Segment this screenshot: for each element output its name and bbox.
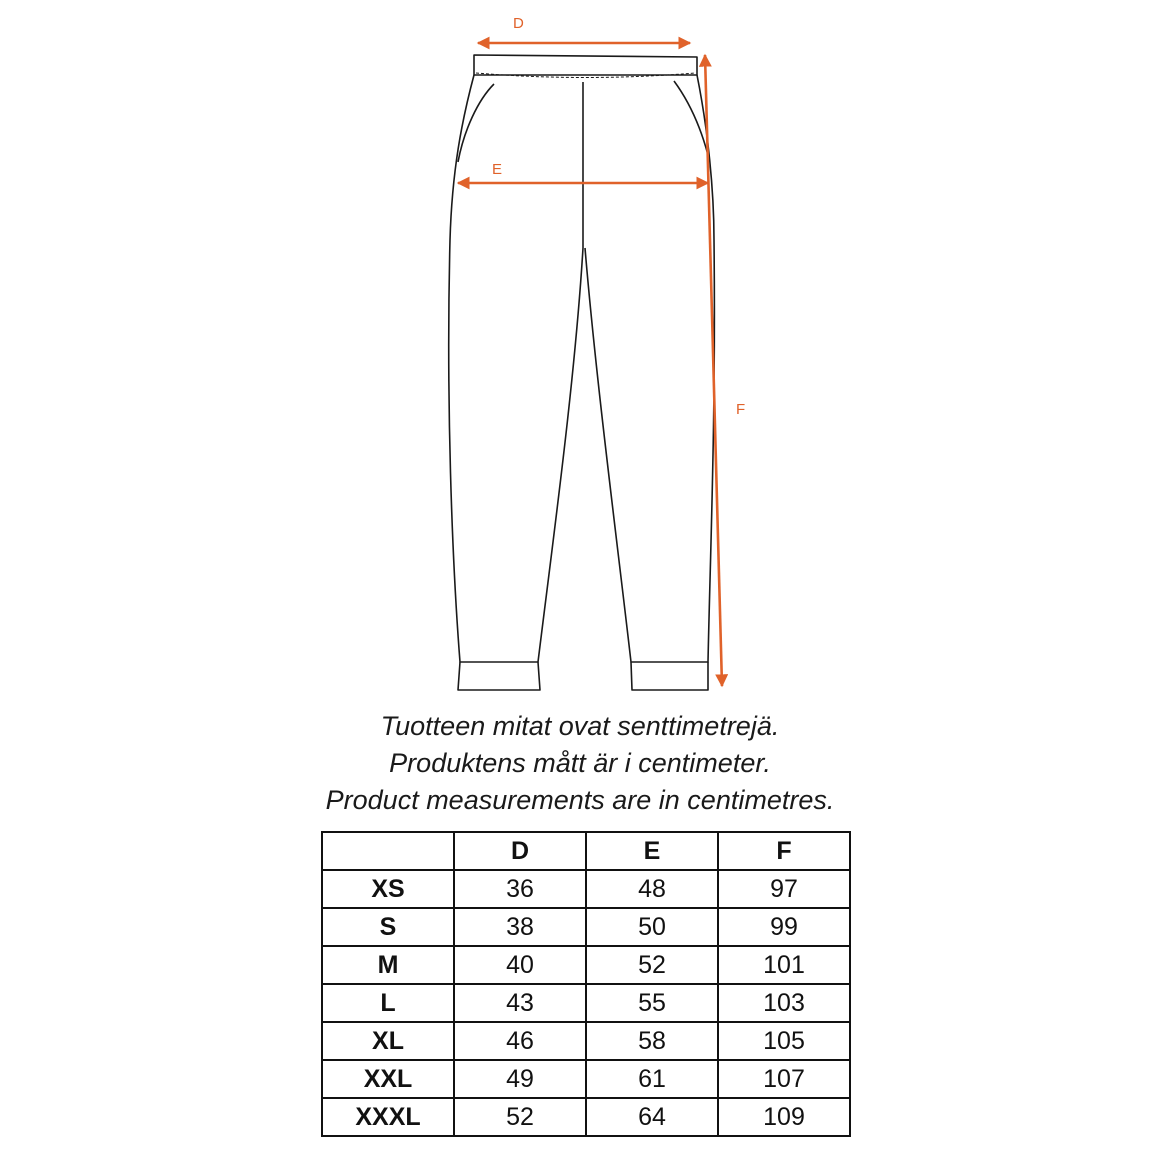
table-cell: 101 [718, 946, 850, 984]
size-label: XXXL [322, 1098, 454, 1136]
table-cell: 48 [586, 870, 718, 908]
right-leg [585, 75, 714, 662]
column-header-e: E [586, 832, 718, 870]
size-chart-table [321, 831, 851, 1137]
table-row [322, 984, 850, 1022]
table-cell: 64 [586, 1098, 718, 1136]
size-label: S [322, 908, 454, 946]
hip-dimension-label: E [492, 161, 503, 178]
table-cell: 58 [586, 1022, 718, 1060]
size-label: XS [322, 870, 454, 908]
table-cell: 43 [454, 984, 586, 1022]
table-cell: 55 [586, 984, 718, 1022]
table-cell: 49 [454, 1060, 586, 1098]
column-header-f: F [718, 832, 850, 870]
table-row [322, 1022, 850, 1060]
table-cell: 107 [718, 1060, 850, 1098]
caption-swedish: Produktens mått är i centimeter. [389, 748, 771, 778]
table-cell: 109 [718, 1098, 850, 1136]
left-cuff [458, 662, 540, 690]
units-caption [0, 708, 1160, 819]
table-cell: 46 [454, 1022, 586, 1060]
table-corner-cell [322, 832, 454, 870]
size-label: XL [322, 1022, 454, 1060]
size-label: XXL [322, 1060, 454, 1098]
table-row [322, 1060, 850, 1098]
column-header-d: D [454, 832, 586, 870]
waist-dimension-label: D [513, 15, 524, 32]
table-cell: 52 [586, 946, 718, 984]
table-cell: 52 [454, 1098, 586, 1136]
pants-outline [449, 55, 715, 690]
caption-english: Product measurements are in centimetres. [325, 785, 835, 815]
caption-finnish: Tuotteen mitat ovat senttimetrejä. [380, 711, 780, 741]
table-cell: 50 [586, 908, 718, 946]
table-cell: 61 [586, 1060, 718, 1098]
table-header-row [322, 832, 850, 870]
table-cell: 36 [454, 870, 586, 908]
table-row [322, 870, 850, 908]
dimension-arrows [458, 43, 722, 686]
table-row [322, 1098, 850, 1136]
table-cell: 103 [718, 984, 850, 1022]
table-row [322, 908, 850, 946]
left-leg [449, 75, 583, 662]
right-pocket [674, 81, 708, 155]
size-label: L [322, 984, 454, 1022]
table-cell: 40 [454, 946, 586, 984]
table-cell: 99 [718, 908, 850, 946]
waistband [474, 55, 697, 75]
table-cell: 105 [718, 1022, 850, 1060]
right-cuff [631, 662, 708, 690]
length-arrow [705, 55, 722, 686]
size-label: M [322, 946, 454, 984]
length-dimension-label: F [736, 401, 746, 418]
table-cell: 97 [718, 870, 850, 908]
table-row [322, 946, 850, 984]
table-cell: 38 [454, 908, 586, 946]
